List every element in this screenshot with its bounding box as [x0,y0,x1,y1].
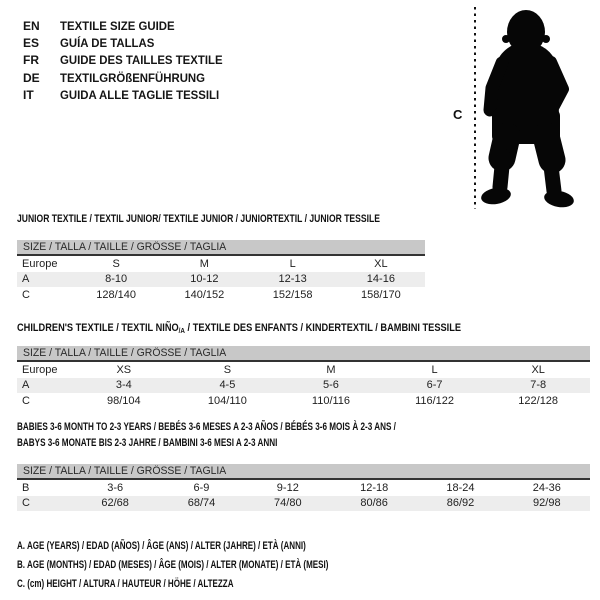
language-row [23,52,231,69]
size-cell: 122/128 [518,394,559,407]
row-label: B [22,481,30,494]
row-label: C [22,497,30,510]
language-title: GUIDA ALLE TAGLIE TESSILI [60,87,220,102]
note-age-years: A. AGE (YEARS) / EDAD (AÑOS) / ÂGE (ANS) / ALTER (JAHRE) / ETÀ (ANNI) [17,539,306,552]
size-cell: XS [116,363,132,376]
size-header-label: SIZE / TALLA / TAILLE / GRÖSSE / TAGLIA [23,465,227,477]
row-label: Europe [22,363,58,376]
size-header-label: SIZE / TALLA / TAILLE / GRÖSSE / TAGLIA [23,241,227,253]
table-row [17,256,425,272]
legend-notes [17,536,444,593]
baby-silhouette-figure [445,0,595,212]
size-cell: 14-16 [366,273,395,286]
row-label: A [22,273,30,286]
size-cell: 110/116 [311,394,351,407]
language-list [23,17,231,103]
note-age-months: B. AGE (MONTHS) / EDAD (MESES) / ÂGE (MOIS) / ALTER (MONATE) / ETÀ (MESI) [17,558,329,571]
size-cell: 80/86 [360,497,388,510]
language-code: EN [23,18,40,33]
row-label: C [22,394,30,407]
size-cell: 62/68 [101,497,129,510]
height-measure-label: C [453,107,463,122]
size-cell: 7-8 [530,379,547,392]
size-cell: 92/98 [533,497,561,510]
children-section-title: CHILDREN'S TEXTILE / TEXTIL $NIÑO_{/A}$ / TEXTILE DES ENFANTS / KINDERTEXTIL / BAMBINI TESSILE [17,322,462,335]
size-cell: S [112,257,120,270]
note-height-cm: C. (cm) HEIGHT / ALTURA / HAUTEUR / HÖHE / ALTEZZA [17,577,234,590]
size-header-label: SIZE / TALLA / TAILLE / GRÖSSE / TAGLIA [23,347,227,359]
size-cell: 5-6 [323,379,339,392]
size-cell: 3-6 [107,481,124,494]
size-cell: 6-7 [426,379,443,392]
size-cell: 4-5 [219,379,236,392]
size-cell: L [289,257,296,270]
size-cell: S [223,363,232,376]
size-cell: 12-13 [278,273,307,286]
size-cell: 6-9 [193,481,210,494]
table-row [17,287,425,303]
row-label: Europe [22,257,58,270]
language-code: FR [23,53,39,68]
size-cell: XL [531,363,545,376]
size-cell: 10-12 [190,273,219,286]
size-cell: 12-18 [360,481,389,494]
size-cell: 86/92 [446,497,475,510]
size-cell: 18-24 [446,481,475,494]
language-code: IT [23,87,34,102]
junior-section-title: JUNIOR TEXTILE / TEXTIL JUNIOR/ TEXTILE JUNIOR / JUNIORTEXTIL / JUNIOR TESSILE [17,213,380,225]
language-row [23,34,231,51]
language-code: ES [23,35,40,50]
size-cell: 104/110 [207,394,247,407]
language-title: GUIDE DES TAILLES TEXTILE [60,53,223,68]
table-row [17,362,590,378]
baby-silhouette-icon [445,0,595,212]
children-size-table [17,346,590,409]
row-label: C [22,288,30,301]
size-cell: M [326,363,336,376]
size-cell: 24-36 [532,481,561,494]
language-row [23,69,231,86]
size-cell: 68/74 [187,497,216,510]
table-row [17,393,590,409]
table-row [17,480,590,496]
row-label: A [22,379,30,392]
language-title: TEXTILGRÖßENFÜHRUNG [60,70,206,85]
size-header-row [17,346,590,362]
language-code: DE [23,70,40,85]
size-cell: L [431,363,438,376]
size-header-row [17,464,590,480]
gender-suffix: /A [178,326,185,335]
size-cell: 158/170 [360,288,401,301]
language-title: TEXTILE SIZE GUIDE [60,18,175,33]
size-cell: M [199,257,209,270]
language-row [23,17,231,34]
size-cell: 140/152 [184,288,225,301]
table-row [17,272,425,288]
size-cell: 8-10 [105,273,128,286]
babies-size-table [17,464,590,511]
size-cell: 74/80 [274,497,302,510]
language-row [23,86,231,103]
size-cell: XL [374,257,388,270]
table-row [17,378,590,394]
babies-section-title: BABIES 3-6 MONTH TO 2-3 YEARS / BEBÉS 3-6 MESES A 2-3 AÑOS / BÉBÉS 3-6 MOIS À 2-3 ANS / BABYS 3-6 MONATE BIS 2-3 JAHRE / BAMBINI 3-6 MESI A 2-3 ANNI [17,421,396,449]
table-row [17,496,590,512]
size-header-row [17,240,425,256]
junior-size-table [17,240,425,303]
language-title: GUÍA DE TALLAS [60,35,155,50]
size-cell: 116/122 [415,394,455,407]
size-cell: 3-4 [115,379,132,392]
size-cell: 9-12 [276,481,299,494]
size-cell: 128/140 [96,288,136,301]
size-cell: 98/104 [106,394,141,407]
size-cell: 152/158 [272,288,313,301]
